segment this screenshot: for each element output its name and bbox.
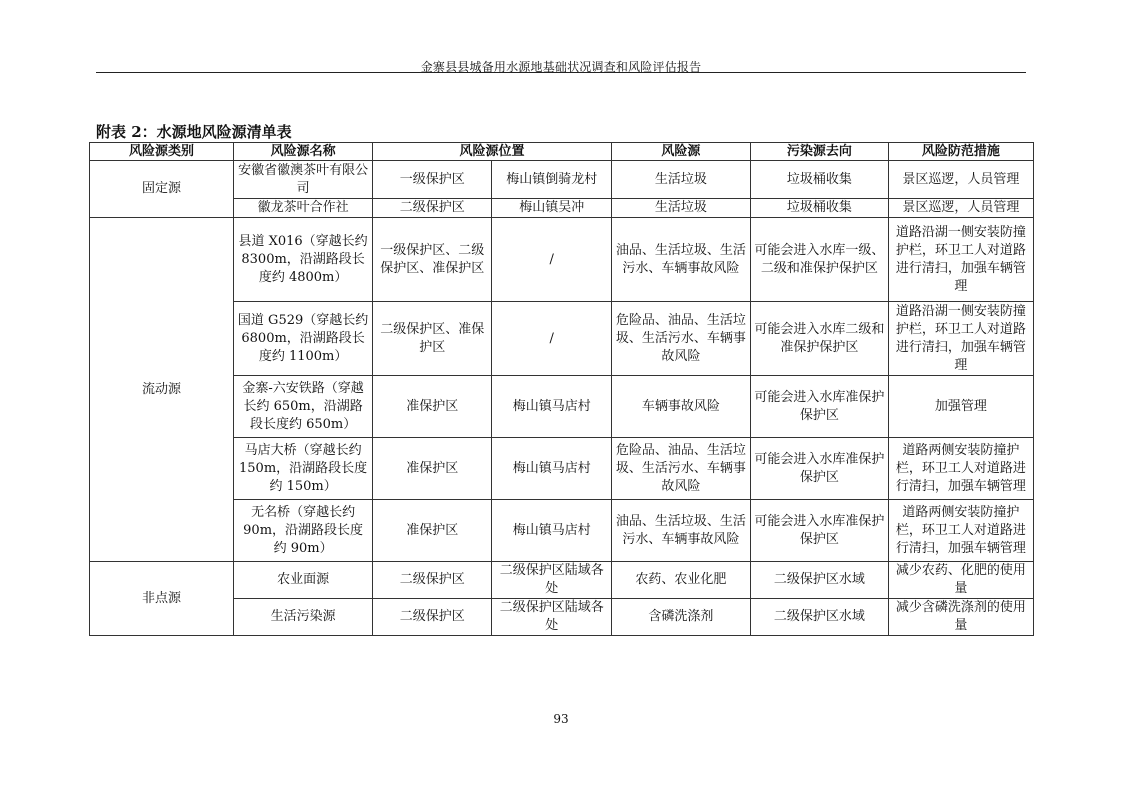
name-cell: 马店大桥（穿越长约 150m，沿湖路段长度约 150m） bbox=[234, 438, 373, 500]
risk-cell: 生活垃圾 bbox=[611, 161, 750, 199]
header-location: 风险源位置 bbox=[373, 143, 612, 161]
place-cell: 二级保护区陆域各处 bbox=[492, 562, 611, 599]
table-row bbox=[90, 218, 1034, 302]
risk-cell: 农药、农业化肥 bbox=[611, 562, 750, 599]
zone-cell: 一级保护区、二级保护区、准保护区 bbox=[373, 218, 492, 302]
name-cell: 金寨-六安铁路（穿越长约 650m，沿湖路段长度约 650m） bbox=[234, 376, 373, 438]
header-destination: 污染源去向 bbox=[750, 143, 888, 161]
page-header-title: 金寨县县城备用水源地基础状况调查和风险评估报告 bbox=[420, 60, 702, 74]
measures-cell: 景区巡逻，人员管理 bbox=[888, 161, 1033, 199]
measures-cell: 加强管理 bbox=[888, 376, 1033, 438]
table-header-row bbox=[90, 143, 1034, 161]
name-cell: 徽龙茶叶合作社 bbox=[234, 199, 373, 218]
zone-cell: 准保护区 bbox=[373, 500, 492, 562]
name-cell: 农业面源 bbox=[234, 562, 373, 599]
table-caption: 附表 2：水源地风险源清单表 bbox=[96, 123, 292, 141]
place-cell: 梅山镇马店村 bbox=[492, 376, 611, 438]
name-cell: 县道 X016（穿越长约 8300m，沿湖路段长度约 4800m） bbox=[234, 218, 373, 302]
name-cell: 生活污染源 bbox=[234, 599, 373, 636]
place-cell: 梅山镇马店村 bbox=[492, 438, 611, 500]
header-measures: 风险防范措施 bbox=[888, 143, 1033, 161]
zone-cell: 二级保护区 bbox=[373, 199, 492, 218]
table-row bbox=[90, 562, 1034, 599]
measures-cell: 道路两侧安装防撞护栏，环卫工人对道路进行清扫，加强车辆管理 bbox=[888, 500, 1033, 562]
destination-cell: 可能会进入水库二级和准保护保护区 bbox=[750, 302, 888, 376]
destination-cell: 可能会进入水库准保护保护区 bbox=[750, 376, 888, 438]
place-cell: 梅山镇吴冲 bbox=[492, 199, 611, 218]
zone-cell: 二级保护区、准保护区 bbox=[373, 302, 492, 376]
zone-cell: 准保护区 bbox=[373, 438, 492, 500]
name-cell: 无名桥（穿越长约 90m，沿湖路段长度约 90m） bbox=[234, 500, 373, 562]
risk-cell: 油品、生活垃圾、生活污水、车辆事故风险 bbox=[611, 500, 750, 562]
zone-cell: 准保护区 bbox=[373, 376, 492, 438]
destination-cell: 可能会进入水库准保护保护区 bbox=[750, 438, 888, 500]
place-cell: 梅山镇马店村 bbox=[492, 500, 611, 562]
category-cell: 固定源 bbox=[90, 161, 234, 218]
measures-cell: 景区巡逻，人员管理 bbox=[888, 199, 1033, 218]
risk-cell: 车辆事故风险 bbox=[611, 376, 750, 438]
measures-cell: 道路沿湖一侧安装防撞护栏，环卫工人对道路进行清扫，加强车辆管理 bbox=[888, 218, 1033, 302]
destination-cell: 可能会进入水库准保护保护区 bbox=[750, 500, 888, 562]
header-category: 风险源类别 bbox=[90, 143, 234, 161]
header-rule bbox=[96, 72, 1026, 73]
category-cell: 非点源 bbox=[90, 562, 234, 636]
zone-cell: 二级保护区 bbox=[373, 599, 492, 636]
place-cell: / bbox=[492, 302, 611, 376]
risk-cell: 危险品、油品、生活垃圾、生活污水、车辆事故风险 bbox=[611, 302, 750, 376]
destination-cell: 二级保护区水域 bbox=[750, 562, 888, 599]
page-number: 93 bbox=[553, 712, 569, 726]
name-cell: 安徽省徽澳茶叶有限公司 bbox=[234, 161, 373, 199]
zone-cell: 一级保护区 bbox=[373, 161, 492, 199]
name-cell: 国道 G529（穿越长约 6800m，沿湖路段长度约 1100m） bbox=[234, 302, 373, 376]
category-cell: 流动源 bbox=[90, 218, 234, 562]
destination-cell: 垃圾桶收集 bbox=[750, 161, 888, 199]
header-name: 风险源名称 bbox=[234, 143, 373, 161]
risk-cell: 生活垃圾 bbox=[611, 199, 750, 218]
header-risk: 风险源 bbox=[611, 143, 750, 161]
destination-cell: 可能会进入水库一级、二级和准保护保护区 bbox=[750, 218, 888, 302]
place-cell: 二级保护区陆域各处 bbox=[492, 599, 611, 636]
destination-cell: 二级保护区水域 bbox=[750, 599, 888, 636]
risk-cell: 危险品、油品、生活垃圾、生活污水、车辆事故风险 bbox=[611, 438, 750, 500]
table-row bbox=[90, 161, 1034, 199]
place-cell: / bbox=[492, 218, 611, 302]
place-cell: 梅山镇倒骑龙村 bbox=[492, 161, 611, 199]
measures-cell: 道路沿湖一侧安装防撞护栏，环卫工人对道路进行清扫，加强车辆管理 bbox=[888, 302, 1033, 376]
measures-cell: 减少农药、化肥的使用量 bbox=[888, 562, 1033, 599]
risk-source-table bbox=[89, 142, 1034, 636]
destination-cell: 垃圾桶收集 bbox=[750, 199, 888, 218]
risk-cell: 含磷洗涤剂 bbox=[611, 599, 750, 636]
risk-cell: 油品、生活垃圾、生活污水、车辆事故风险 bbox=[611, 218, 750, 302]
measures-cell: 道路两侧安装防撞护栏，环卫工人对道路进行清扫，加强车辆管理 bbox=[888, 438, 1033, 500]
measures-cell: 减少含磷洗涤剂的使用量 bbox=[888, 599, 1033, 636]
zone-cell: 二级保护区 bbox=[373, 562, 492, 599]
